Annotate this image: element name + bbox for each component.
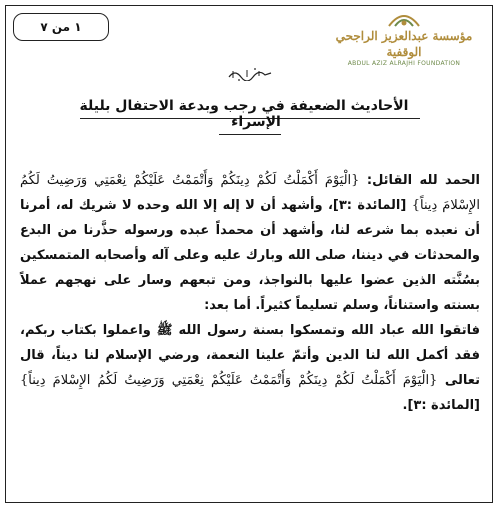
paragraph-2-ayah: {الْيَوْمَ أَكْمَلْتُ لَكُمْ دِينَكُمْ وَأَتْمَمْتُ عَلَيْكُمْ نِعْمَتِي وَرَضِيتُ لَكُمُ الإِسْلامَ دِيناً} xyxy=(20,373,438,388)
paragraph-2-text: فاتقوا الله عباد الله وتمسكوا بسنة رسول الله ﷺ واعملوا بكتاب ربكم، فقد أكمل الله لنا الدين وأتمّ علينا النعمة، ورضي الإسلام لنا ديناً، قال تعالى xyxy=(20,323,480,388)
paragraph-2 xyxy=(20,318,480,418)
paragraph-1-ayah: {الْيَوْمَ أَكْمَلْتُ لَكُمْ دِينَكُمْ وَأَتْمَمْتُ عَلَيْكُمْ نِعْمَتِي وَرَضِيتُ لَكُمُ الإِسْلامَ دِيناً} xyxy=(20,173,480,213)
page-counter: ١ من ٧ xyxy=(13,13,109,41)
document-body xyxy=(20,168,480,418)
foundation-name-english: ABDUL AZIZ ALRAJHI FOUNDATION xyxy=(347,60,461,67)
foundation-name-arabic: مؤسسة عبدالعزيز الراجحي الوقفية xyxy=(335,29,473,59)
document-title xyxy=(50,98,450,130)
document-title-text: الأحاديث الضعيفة في رجب وبدعة الاحتفال بليلة الإسراء xyxy=(80,98,421,135)
paragraph-1-ref: [المائدة :٣]، xyxy=(327,198,407,213)
paragraph-2-ref: [المائدة :٣]. xyxy=(402,398,480,413)
foundation-emblem-icon xyxy=(387,10,421,28)
paragraph-1 xyxy=(20,168,480,318)
paragraph-1-rest: وأشهد أن لا إله إلا الله وحده لا شريك له، أمرنا أن نعبده بما شرعه لنا، وأشهد أن محمداً عبده ورسوله حذَّرنا من البدع والمحدثات في ديننا، صلى الله وبارك عليه وعلى آله وأصحابه المتمسكين بسُنَّته الذين عضوا عليها بالنواجذ، ومن تبعهم وسار على نهجهم عملاً بسنته واستناناً، وسلم تسليماً كثيراً. أما بعد: xyxy=(20,198,480,313)
basmala-calligraphy xyxy=(0,66,500,85)
foundation-logo xyxy=(324,10,484,67)
basmala-calligraphy-icon xyxy=(227,67,273,81)
paragraph-1-intro: الحمد لله القائل: xyxy=(366,173,480,188)
